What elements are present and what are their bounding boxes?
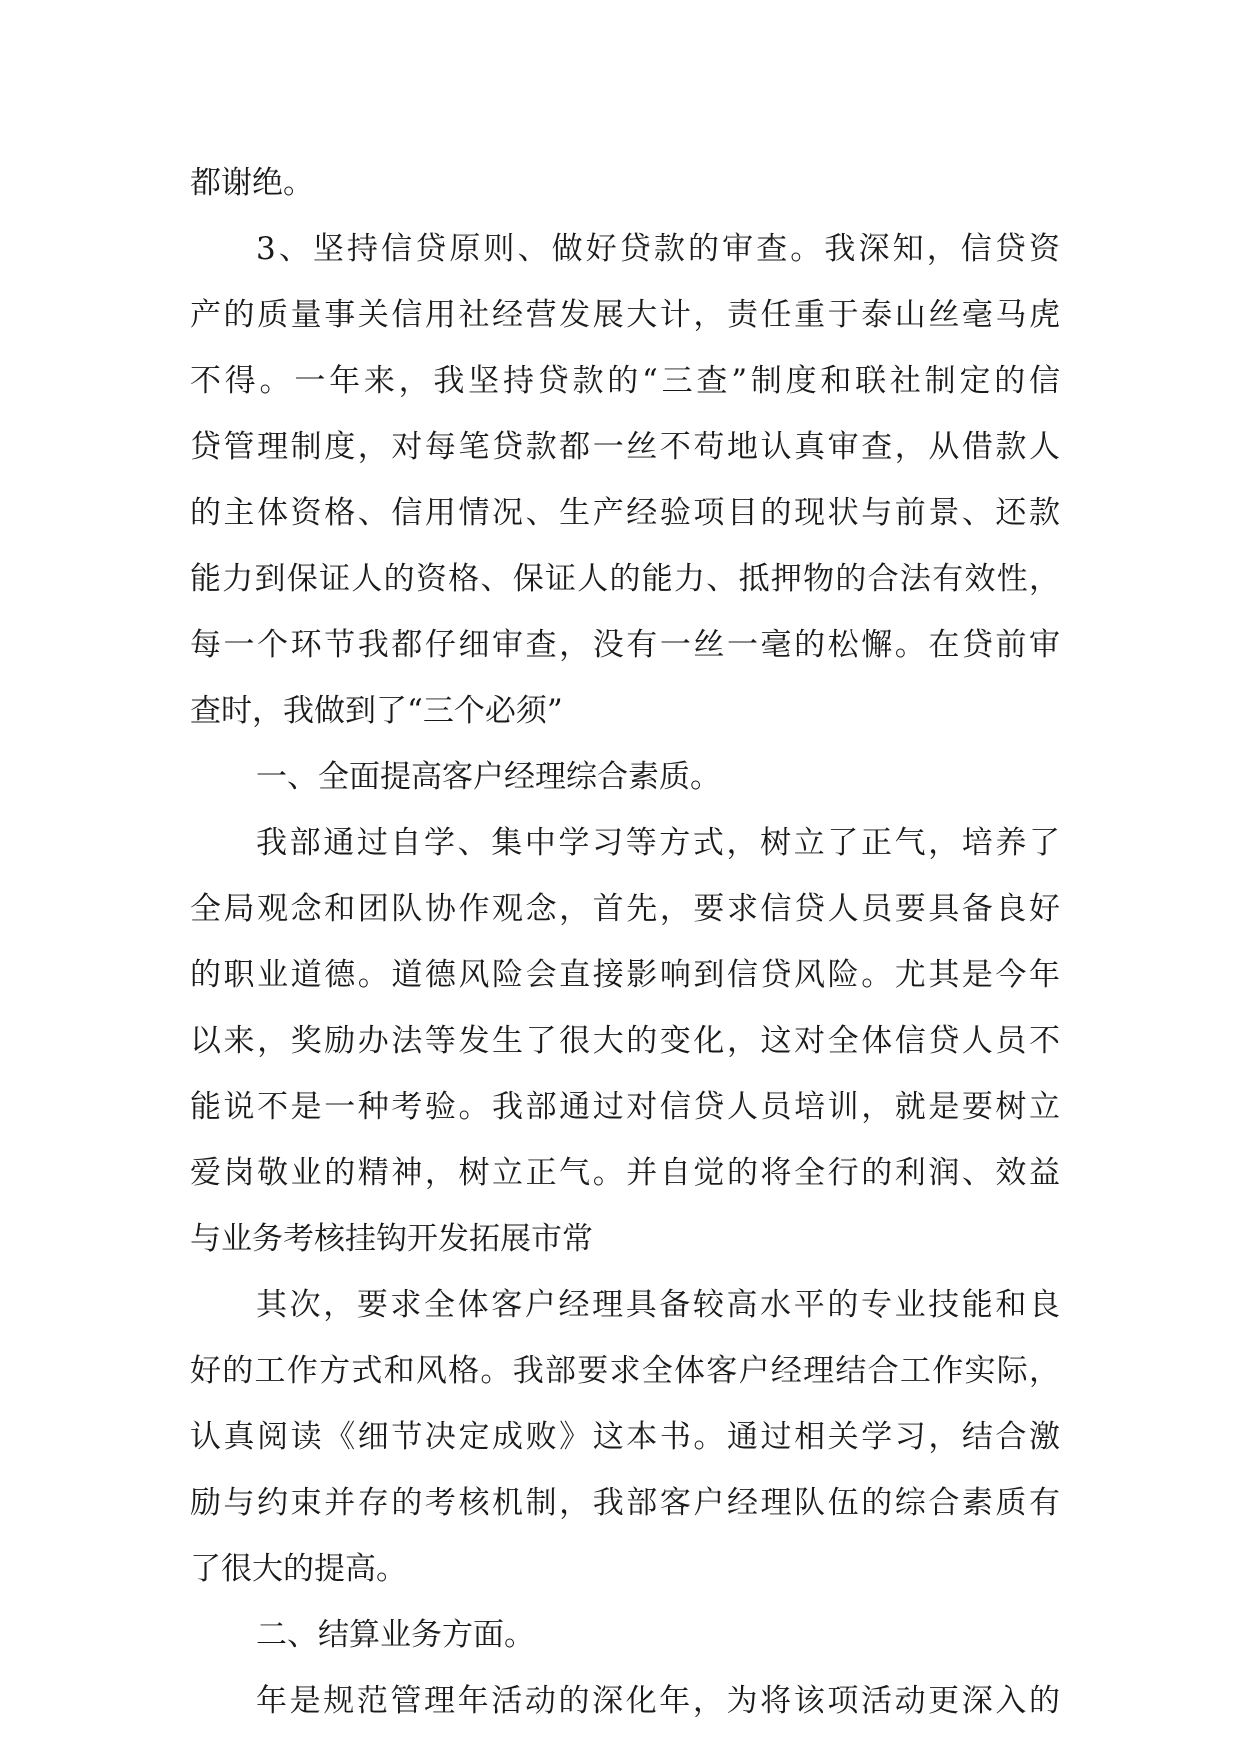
text-line: 爱岗敬业的精神，树立正气。并自觉的将全行的利润、效益 xyxy=(190,1155,1060,1191)
text-line: 全局观念和团队协作观念，首先，要求信贷人员要具备良好 xyxy=(190,891,1060,927)
text-line: 了很大的提高。 xyxy=(190,1551,407,1587)
text-line: 年是规范管理年活动的深化年，为将该项活动更深入的 xyxy=(256,1683,1060,1719)
text-line: 的主体资格、信用情况、生产经验项目的现状与前景、还款 xyxy=(190,495,1060,531)
text-line: 能说不是一种考验。我部通过对信贷人员培训，就是要树立 xyxy=(190,1089,1060,1125)
text-line: 励与约束并存的考核机制，我部客户经理队伍的综合素质有 xyxy=(190,1485,1060,1521)
document-body xyxy=(190,150,1060,1734)
text-line: 都谢绝。 xyxy=(190,165,314,201)
text-line: 其次，要求全体客户经理具备较高水平的专业技能和良 xyxy=(256,1287,1060,1323)
text-line: 每一个环节我都仔细审查，没有一丝一毫的松懈。在贷前审 xyxy=(190,627,1060,663)
text-line: 不得。一年来，我坚持贷款的“三查”制度和联社制定的信 xyxy=(190,363,1060,399)
text-line: 二、结算业务方面。 xyxy=(256,1617,535,1653)
text-line: 好的工作方式和风格。我部要求全体客户经理结合工作实际， xyxy=(190,1353,1060,1389)
text-line: 一、全面提高客户经理综合素质。 xyxy=(256,759,721,795)
text-line: 3、坚持信贷原则、做好贷款的审查。我深知，信贷资 xyxy=(256,231,1060,267)
text-line: 能力到保证人的资格、保证人的能力、抵押物的合法有效性， xyxy=(190,561,1060,597)
text-line: 产的质量事关信用社经营发展大计，责任重于泰山丝毫马虎 xyxy=(190,297,1060,333)
text-line: 贷管理制度，对每笔贷款都一丝不苟地认真审查，从借款人 xyxy=(190,429,1060,465)
text-line: 我部通过自学、集中学习等方式，树立了正气，培养了 xyxy=(256,825,1060,861)
text-line: 与业务考核挂钩开发拓展市常 xyxy=(190,1221,593,1257)
text-line: 查时，我做到了“三个必须” xyxy=(190,693,563,729)
text-line: 的职业道德。道德风险会直接影响到信贷风险。尤其是今年 xyxy=(190,957,1060,993)
text-line: 认真阅读《细节决定成败》这本书。通过相关学习，结合激 xyxy=(190,1419,1060,1455)
text-line: 以来，奖励办法等发生了很大的变化，这对全体信贷人员不 xyxy=(190,1023,1060,1059)
